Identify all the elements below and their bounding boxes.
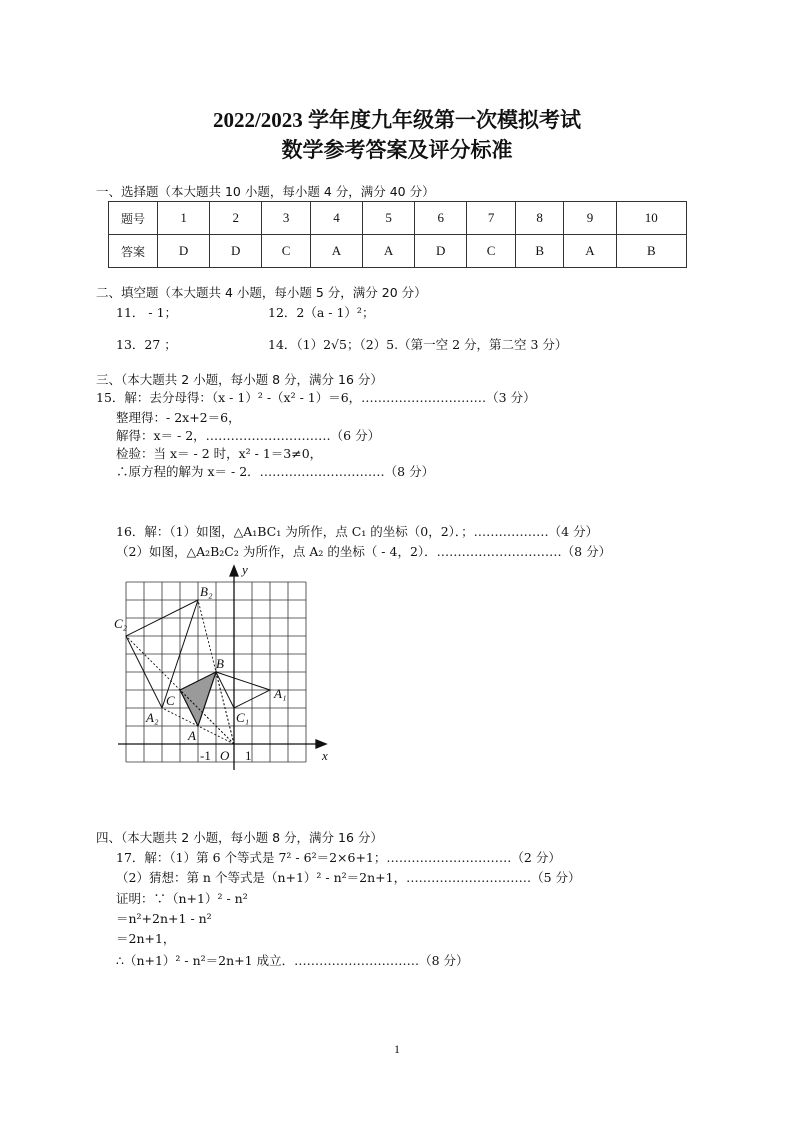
table-cell: C [467,235,516,268]
q17-line-4: ＝n²+2n+1 - n² [116,911,212,926]
q15-line-4: 检验：当 x＝ - 2 时，x² - 1＝3≠0， [116,446,323,461]
q17-line-5: ＝2n+1， [116,931,176,946]
answer-12: 12．2（a - 1）²； [268,305,375,320]
table-cell: 1 [158,202,210,235]
q16-line-2: （2）如图，△A₂B₂C₂ 为所作，点 A₂ 的坐标（ - 4，2）．…………………………（8 分） [116,544,612,559]
point-label-c: C [166,693,175,708]
x-axis-label: x [322,748,328,763]
q15-line-5: ∴原方程的解为 x＝ - 2．…………………………（8 分） [116,464,435,479]
table-cell: A [363,235,415,268]
table-cell: 7 [467,202,516,235]
point-label-b: B [216,656,224,671]
point-label-a1: A₁ [274,686,287,701]
coordinate-grid-figure [108,560,338,770]
table-header-question: 题号 [109,202,158,235]
q17-line-3: 证明：∵（n+1）² - n² [116,891,248,906]
table-cell: B [616,235,686,268]
point-label-c1: C₁ [236,710,250,725]
table-cell: 10 [616,202,686,235]
q17-line-6: ∴（n+1）² - n²＝2n+1 成立．…………………………（8 分） [116,953,469,968]
page-number: 1 [394,1042,400,1056]
table-cell: A [310,235,362,268]
table-row-numbers [109,202,687,235]
table-cell: C [262,235,311,268]
table-header-answer: 答案 [109,235,158,268]
table-cell: 9 [564,202,616,235]
q16-line-1: 16．解：（1）如图，△A₁BC₁ 为所作，点 C₁ 的坐标（0，2）．；………………（4 分） [116,524,599,539]
title-line-1: 2022/2023 学年度九年级第一次模拟考试 [212,108,582,132]
section-1-heading: 一、选择题（本大题共 10 小题，每小题 4 分，满分 40 分） [96,184,435,199]
table-cell: 3 [262,202,311,235]
answer-11: 11． - 1； [116,305,178,320]
table-cell: 4 [310,202,362,235]
tick-label-neg1: -1 [200,748,211,763]
point-label-a2: A₂ [146,710,159,725]
answer-14: 14．（1）2√5；（2）5.（第一空 2 分，第二空 3 分） [268,337,568,352]
table-cell: 6 [415,202,467,235]
origin-label: O [220,748,230,763]
table-cell: 8 [515,202,564,235]
table-cell: 5 [363,202,415,235]
q17-line-2: （2）猜想：第 n 个等式是（n+1）² - n²＝2n+1，…………………………（5 分） [116,870,581,885]
answer-13: 13．27 ； [116,337,177,352]
table-cell: A [564,235,616,268]
table-cell: D [210,235,262,268]
q15-line-2: 整理得：- 2x+2＝6， [116,410,241,425]
tick-label-1: 1 [245,748,252,763]
table-cell: D [415,235,467,268]
table-cell: 2 [210,202,262,235]
point-label-a: A [188,728,196,743]
point-label-c2: C₂ [114,616,128,631]
table-cell: B [515,235,564,268]
section-2-heading: 二、填空题（本大题共 4 小题，每小题 5 分，满分 20 分） [96,285,427,300]
title-line-2: 数学参考答案及评分标准 [281,138,513,162]
section-4-heading: 四、（本大题共 2 小题，每小题 8 分，满分 16 分） [96,830,383,845]
section-3-heading: 三、（本大题共 2 小题，每小题 8 分，满分 16 分） [96,372,383,387]
q15-line-1: 15．解：去分母得：（x - 1）² -（x² - 1）＝6，…………………………（3 分） [96,390,536,405]
answer-table [108,201,687,268]
point-label-b2: B₂ [200,584,213,599]
table-row-answers [109,235,687,268]
q15-line-3: 解得：x＝ - 2，…………………………（6 分） [116,428,381,443]
q17-line-1: 17．解：（1）第 6 个等式是 7² - 6²＝2×6+1；…………………………（2 分） [116,850,561,865]
y-axis-label: y [242,562,248,577]
table-cell: D [158,235,210,268]
